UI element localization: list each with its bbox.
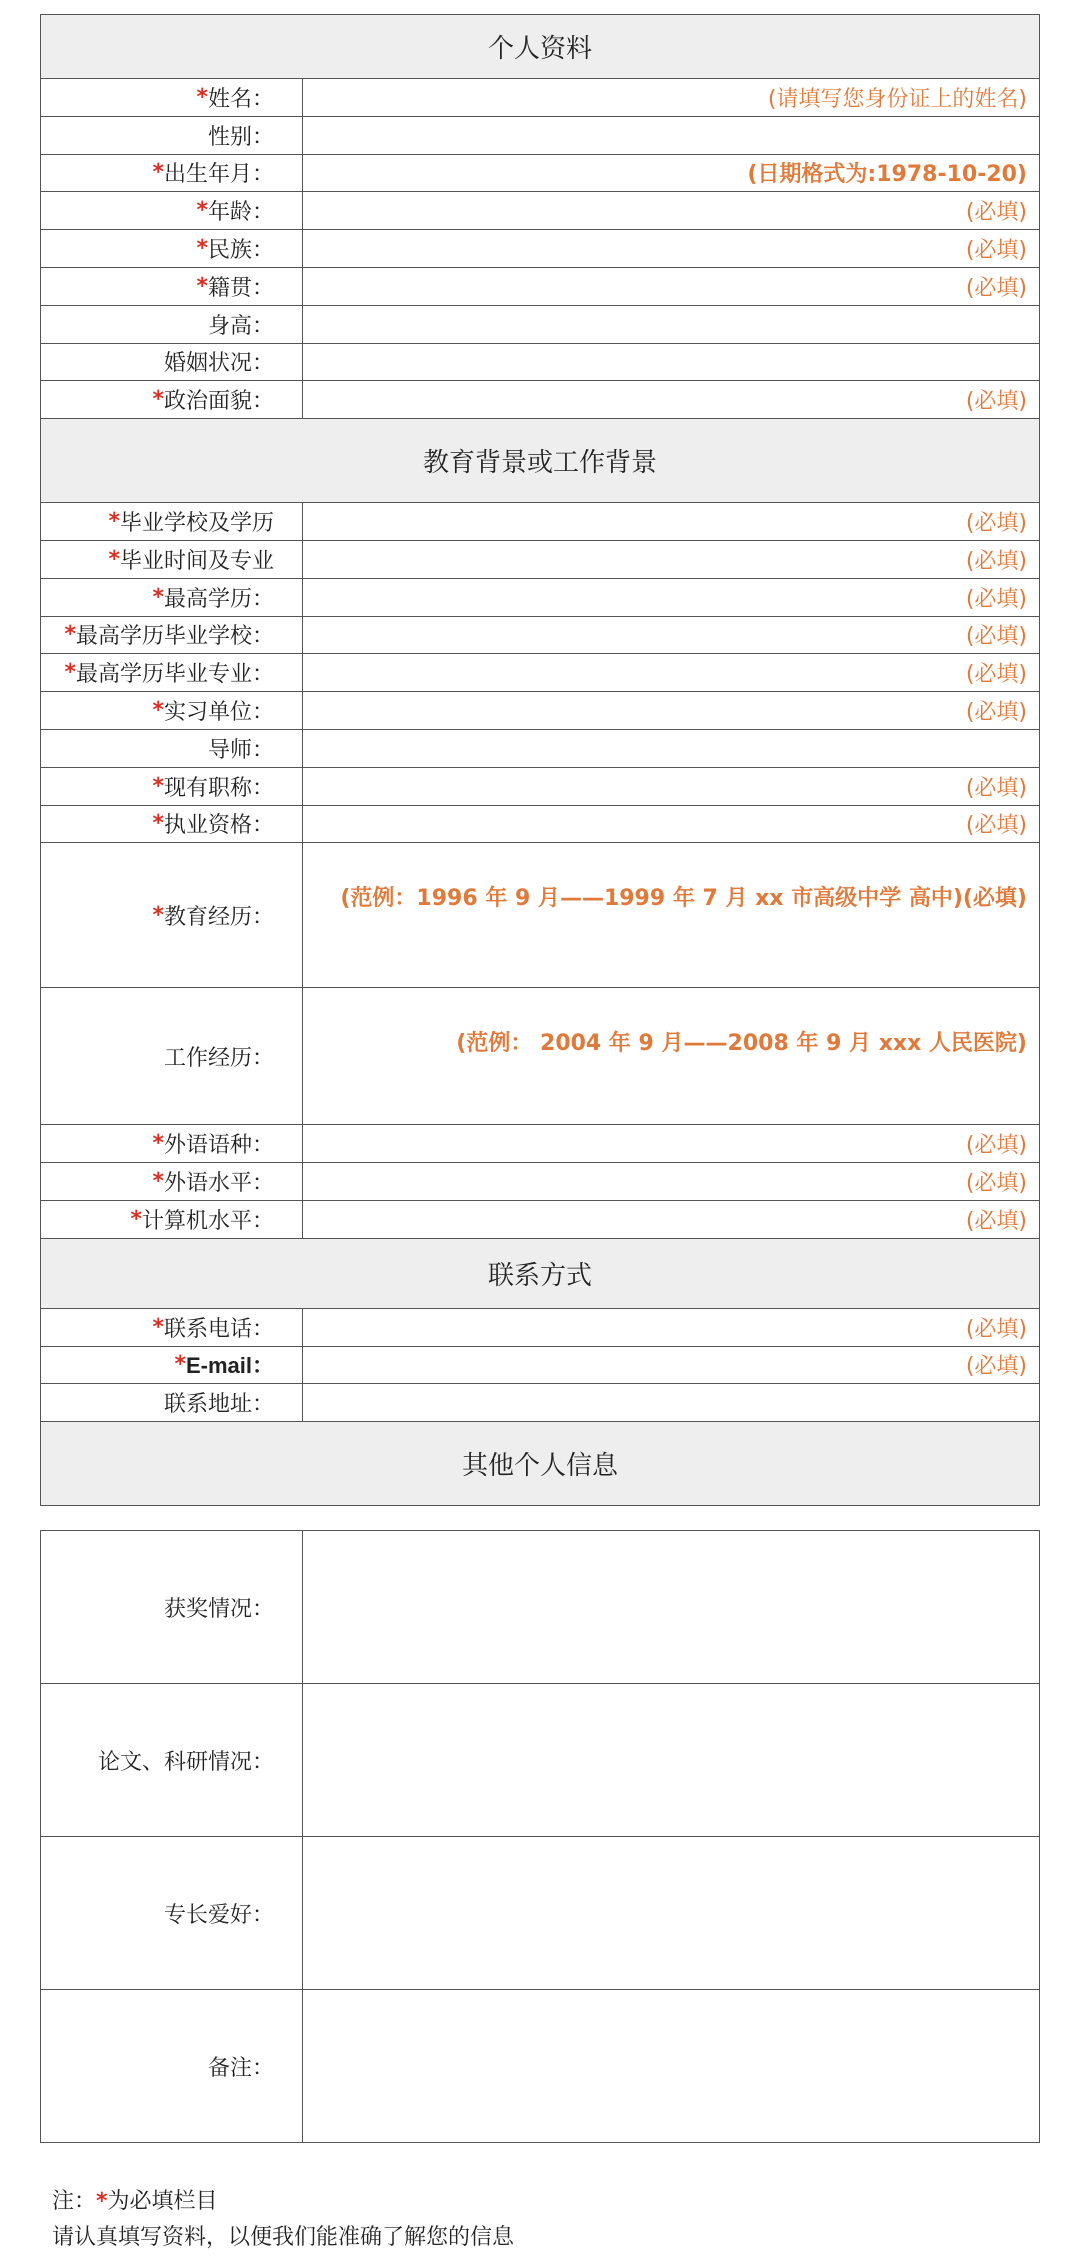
form-row-birthdate <box>41 155 1039 193</box>
field-hint: (必填) <box>965 813 1027 839</box>
form-row-graduation-major <box>41 541 1039 579</box>
field-label-text: 毕业时间及专业 <box>119 548 274 574</box>
remarks-field[interactable] <box>303 1990 1039 2142</box>
field-label-text: 身高： <box>207 313 274 339</box>
field-label <box>41 1201 303 1238</box>
field-label <box>41 1990 303 2142</box>
footnote-prefix: 注： <box>52 2189 97 2214</box>
ethnicity-field[interactable] <box>303 230 1039 267</box>
field-label-text: 实习单位： <box>163 700 274 726</box>
name-field[interactable] <box>303 79 1039 116</box>
required-marker: * <box>196 84 208 110</box>
email-field[interactable] <box>303 1347 1039 1384</box>
footnote-text: 为必填栏目 <box>107 2189 218 2214</box>
section-header-education: 教育背景或工作背景 <box>41 419 1039 503</box>
required-marker: * <box>108 546 120 572</box>
hometown-field[interactable] <box>303 268 1039 305</box>
practice-qualification-field[interactable] <box>303 806 1039 843</box>
field-label-text: 计算机水平： <box>141 1208 274 1234</box>
field-label <box>41 79 303 116</box>
footnote-instruction: 请认真填写资料，以便我们能准确了解您的信息 <box>52 2225 515 2250</box>
field-label <box>41 692 303 729</box>
mentor-field[interactable] <box>303 730 1039 767</box>
form-row-papers-research <box>41 1684 1039 1837</box>
field-label-text: 论文、科研情况： <box>97 1749 274 1775</box>
address-field[interactable] <box>303 1384 1039 1421</box>
field-label <box>41 730 303 767</box>
required-marker: * <box>152 160 164 186</box>
field-label-text: 现有职称： <box>163 775 274 801</box>
form-row-mentor <box>41 730 1039 768</box>
form-row-height <box>41 306 1039 344</box>
field-hint: (必填) <box>965 1354 1027 1380</box>
gender-field[interactable] <box>303 117 1039 154</box>
field-hint: (范例：1996 年 9 月——1999 年 7 月 xx 市高级中学 高中)(必填) <box>340 886 1027 912</box>
field-hint: (必填) <box>965 662 1027 688</box>
field-hint: (必填) <box>965 1208 1027 1234</box>
field-label-text: 姓名： <box>207 86 274 112</box>
highest-degree-field[interactable] <box>303 579 1039 616</box>
section-header-other: 其他个人信息 <box>41 1422 1039 1506</box>
field-label <box>41 268 303 305</box>
highest-degree-major-field[interactable] <box>303 654 1039 691</box>
field-label-text: 执业资格： <box>163 813 274 839</box>
field-label <box>41 1163 303 1200</box>
field-hint: (必填) <box>965 775 1027 801</box>
required-marker: * <box>152 584 164 610</box>
field-hint: (必填) <box>965 200 1027 226</box>
field-label-text: 最高学历毕业专业： <box>75 662 274 688</box>
required-marker: * <box>64 622 76 648</box>
field-hint: (必填) <box>965 238 1027 264</box>
form-row-remarks <box>41 1990 1039 2143</box>
field-label-text: 民族： <box>207 238 274 264</box>
required-marker: * <box>152 1169 164 1195</box>
form-row-age <box>41 192 1039 230</box>
application-form <box>40 14 1040 1506</box>
field-label <box>41 155 303 192</box>
field-label <box>41 306 303 343</box>
highest-degree-school-field[interactable] <box>303 617 1039 654</box>
required-marker: * <box>130 1206 142 1232</box>
required-marker: * <box>196 273 208 299</box>
field-hint: (必填) <box>965 1316 1027 1342</box>
field-label <box>41 617 303 654</box>
field-label <box>41 768 303 805</box>
education-history-field[interactable] <box>303 843 1039 987</box>
field-label-text: 出生年月： <box>163 162 274 188</box>
work-history-field[interactable] <box>303 988 1039 1124</box>
field-label <box>41 579 303 616</box>
school-degree-field[interactable] <box>303 503 1039 540</box>
required-marker: * <box>196 236 208 262</box>
marital-status-field[interactable] <box>303 344 1039 381</box>
field-label-text: 年龄： <box>207 200 274 226</box>
field-label <box>41 843 303 987</box>
professional-title-field[interactable] <box>303 768 1039 805</box>
field-label <box>41 1531 303 1683</box>
field-label <box>41 806 303 843</box>
section-header-contact: 联系方式 <box>41 1239 1039 1309</box>
field-label <box>41 1125 303 1162</box>
form-row-school-degree <box>41 503 1039 541</box>
field-label <box>41 541 303 578</box>
field-label <box>41 1684 303 1836</box>
required-marker: * <box>152 773 164 799</box>
form-row-hometown <box>41 268 1039 306</box>
field-hint: (必填) <box>965 586 1027 612</box>
internship-unit-field[interactable] <box>303 692 1039 729</box>
form-row-name <box>41 79 1039 117</box>
form-row-internship-unit <box>41 692 1039 730</box>
field-label <box>41 1384 303 1421</box>
form-row-email <box>41 1347 1039 1385</box>
form-row-hobbies <box>41 1837 1039 1990</box>
field-hint: (日期格式为:1978-10-20) <box>747 162 1027 188</box>
other-info-table <box>40 1530 1040 2143</box>
form-row-highest-degree <box>41 579 1039 617</box>
field-label-text: 籍贯： <box>207 275 274 301</box>
field-hint: (必填) <box>965 1171 1027 1197</box>
form-row-highest-degree-major <box>41 654 1039 692</box>
field-label-text: 外语水平： <box>163 1171 274 1197</box>
field-hint: (必填) <box>965 511 1027 537</box>
required-marker: * <box>96 2189 108 2214</box>
field-label <box>41 503 303 540</box>
required-marker: * <box>152 902 164 928</box>
field-label-text: 外语语种： <box>163 1133 274 1159</box>
field-label <box>41 381 303 418</box>
required-marker: * <box>152 698 164 724</box>
field-label <box>41 654 303 691</box>
required-marker: * <box>152 1131 164 1157</box>
required-marker: * <box>108 509 120 535</box>
form-row-ethnicity <box>41 230 1039 268</box>
form-row-computer-level <box>41 1201 1039 1239</box>
form-row-foreign-language <box>41 1125 1039 1163</box>
field-label-text: 毕业学校及学历 <box>119 511 274 537</box>
form-row-highest-degree-school <box>41 617 1039 655</box>
form-row-gender <box>41 117 1039 155</box>
field-label-text: 性别： <box>207 124 274 150</box>
field-label-text: 工作经历： <box>163 1045 274 1071</box>
field-hint: (必填) <box>965 1133 1027 1159</box>
form-row-address <box>41 1384 1039 1422</box>
field-label-text: 专长爱好： <box>163 1902 274 1928</box>
form-row-practice-qualification <box>41 806 1039 844</box>
field-label <box>41 1309 303 1346</box>
field-label-text: 导师： <box>207 737 274 763</box>
height-field[interactable] <box>303 306 1039 343</box>
field-label <box>41 230 303 267</box>
field-label <box>41 344 303 381</box>
field-label-text: 最高学历： <box>163 586 274 612</box>
field-label <box>41 1347 303 1384</box>
field-label-text: 最高学历毕业学校： <box>75 624 274 650</box>
field-label-text: 教育经历： <box>163 904 274 930</box>
field-hint: (范例： 2004 年 9 月——2008 年 9 月 xxx 人民医院) <box>456 1031 1027 1057</box>
form-row-language-level <box>41 1163 1039 1201</box>
field-hint: (必填) <box>965 389 1027 415</box>
required-marker: * <box>174 1352 186 1378</box>
footnote-required <box>52 2184 218 2215</box>
awards-field[interactable] <box>303 1531 1039 1683</box>
birthdate-field[interactable] <box>303 155 1039 192</box>
form-row-phone <box>41 1309 1039 1347</box>
section-header-personal: 个人资料 <box>41 15 1039 79</box>
form-row-work-history <box>41 988 1039 1125</box>
field-label-text: 获奖情况： <box>163 1596 274 1622</box>
form-row-professional-title <box>41 768 1039 806</box>
field-label <box>41 117 303 154</box>
form-row-political-status <box>41 381 1039 419</box>
required-marker: * <box>152 811 164 837</box>
field-hint: (请填写您身份证上的姓名) <box>767 86 1027 112</box>
computer-level-field[interactable] <box>303 1201 1039 1238</box>
language-level-field[interactable] <box>303 1163 1039 1200</box>
form-row-marital-status <box>41 344 1039 382</box>
field-hint: (必填) <box>965 700 1027 726</box>
field-hint: (必填) <box>965 275 1027 301</box>
field-label <box>41 988 303 1124</box>
field-label <box>41 192 303 229</box>
age-field[interactable] <box>303 192 1039 229</box>
papers-research-field[interactable] <box>303 1684 1039 1836</box>
foreign-language-field[interactable] <box>303 1125 1039 1162</box>
political-status-field[interactable] <box>303 381 1039 418</box>
phone-field[interactable] <box>303 1309 1039 1346</box>
form-row-awards <box>41 1531 1039 1684</box>
field-label-text: E-mail： <box>185 1353 274 1379</box>
graduation-major-field[interactable] <box>303 541 1039 578</box>
required-marker: * <box>152 1314 164 1340</box>
required-marker: * <box>64 660 76 686</box>
field-label-text: 联系地址： <box>163 1392 274 1418</box>
field-label-text: 婚姻状况： <box>163 351 274 377</box>
field-label-text: 政治面貌： <box>163 389 274 415</box>
required-marker: * <box>196 198 208 224</box>
hobbies-field[interactable] <box>303 1837 1039 1989</box>
field-label-text: 联系电话： <box>163 1316 274 1342</box>
field-hint: (必填) <box>965 624 1027 650</box>
field-label-text: 备注： <box>207 2055 274 2081</box>
form-row-education-history <box>41 843 1039 988</box>
field-hint: (必填) <box>965 548 1027 574</box>
field-label <box>41 1837 303 1989</box>
required-marker: * <box>152 387 164 413</box>
